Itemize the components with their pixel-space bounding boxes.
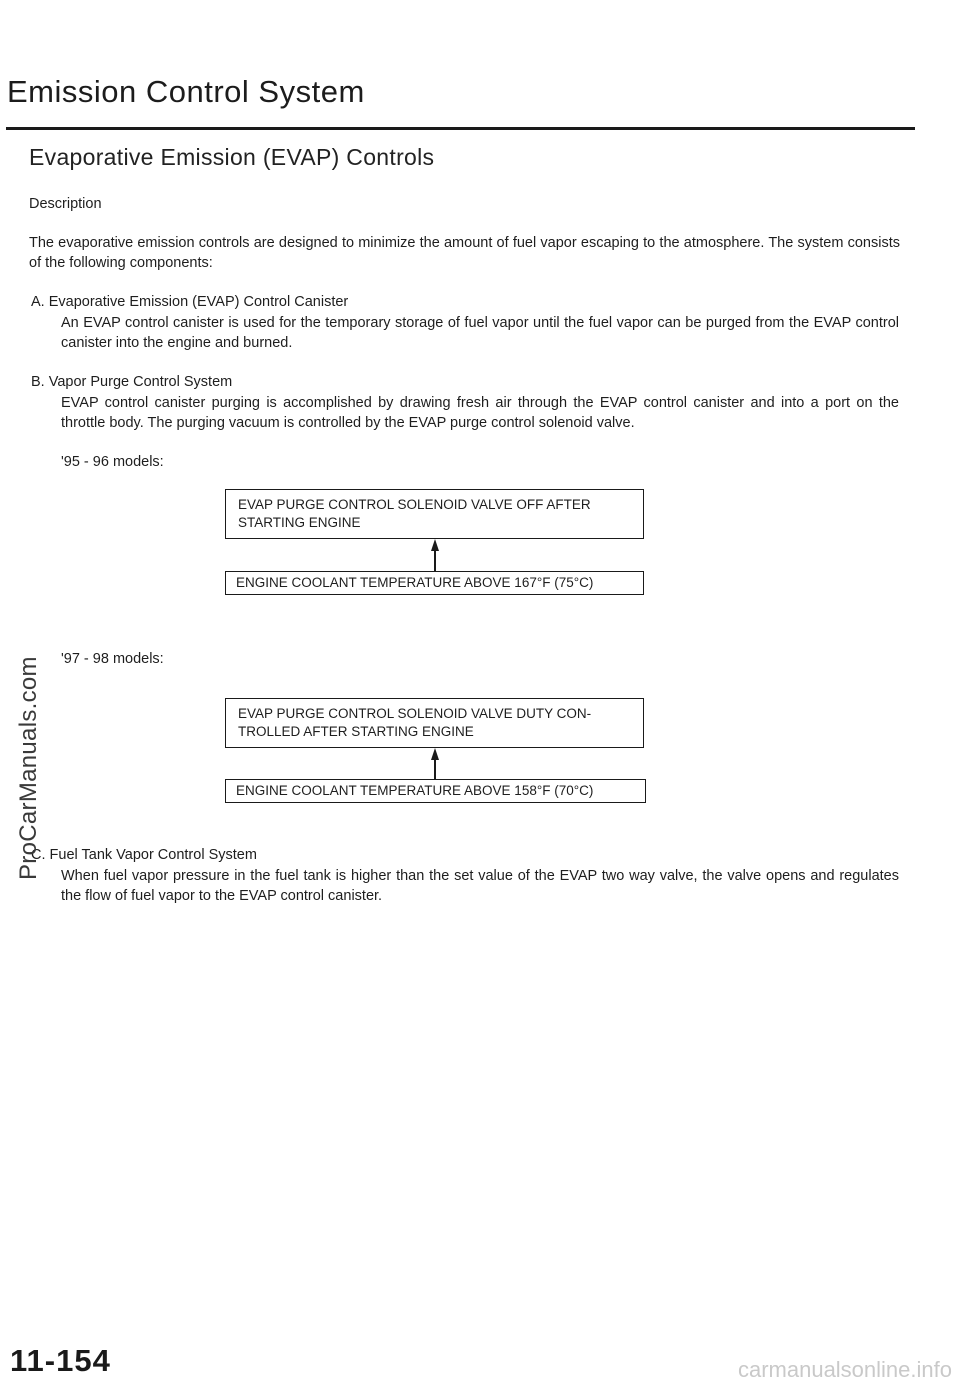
side-watermark: ProCarManuals.com xyxy=(15,656,42,880)
section-heading: Evaporative Emission (EVAP) Controls xyxy=(29,144,435,170)
intro-paragraph: The evaporative emission controls are designed to minimize the amount of fuel vapor escaping to the atmosphere. The system consists of the following components: xyxy=(29,235,900,271)
description-label: Description xyxy=(29,196,102,212)
page-number: 11-154 xyxy=(10,1343,111,1378)
flow-97-result-box: EVAP PURGE CONTROL SOLENOID VALVE DUTY CON- TROLLED AFTER STARTING ENGINE xyxy=(225,698,644,748)
item-b-heading: B. Vapor Purge Control System xyxy=(31,374,233,390)
flow-95-arrow-icon xyxy=(429,539,441,571)
item-b-body: EVAP control canister purging is accomplished by drawing fresh air through the EVAP control canister and into a port on the throttle body. The purging vacuum is controlled by the EVAP purge control solenoid valve. xyxy=(61,395,899,431)
flow-95-condition-box: ENGINE COOLANT TEMPERATURE ABOVE 167°F (75°C) xyxy=(225,571,644,595)
flow-97-condition-box: ENGINE COOLANT TEMPERATURE ABOVE 158°F (70°C) xyxy=(225,779,646,803)
flow-97-arrow-icon xyxy=(429,748,441,779)
item-a-heading: A. Evaporative Emission (EVAP) Control Canister xyxy=(31,294,349,310)
models-95-96-label: '95 - 96 models: xyxy=(61,454,164,470)
item-a-body: An EVAP control canister is used for the temporary storage of fuel vapor until the fuel vapor can be purged from the EVAP control canister into the engine and burned. xyxy=(61,315,899,351)
models-97-98-label: '97 - 98 models: xyxy=(61,651,164,667)
page-title: Emission Control System xyxy=(7,74,365,109)
title-divider xyxy=(6,127,915,130)
item-c-body: When fuel vapor pressure in the fuel tank is higher than the set value of the EVAP two way valve, the valve opens and regulates the flow of fuel vapor to the EVAP control canister. xyxy=(61,868,899,904)
footer-site-watermark: carmanualsonline.info xyxy=(737,1357,952,1382)
flow-95-result-box: EVAP PURGE CONTROL SOLENOID VALVE OFF AFTER STARTING ENGINE xyxy=(225,489,644,539)
item-c-heading: C. Fuel Tank Vapor Control System xyxy=(31,847,257,863)
